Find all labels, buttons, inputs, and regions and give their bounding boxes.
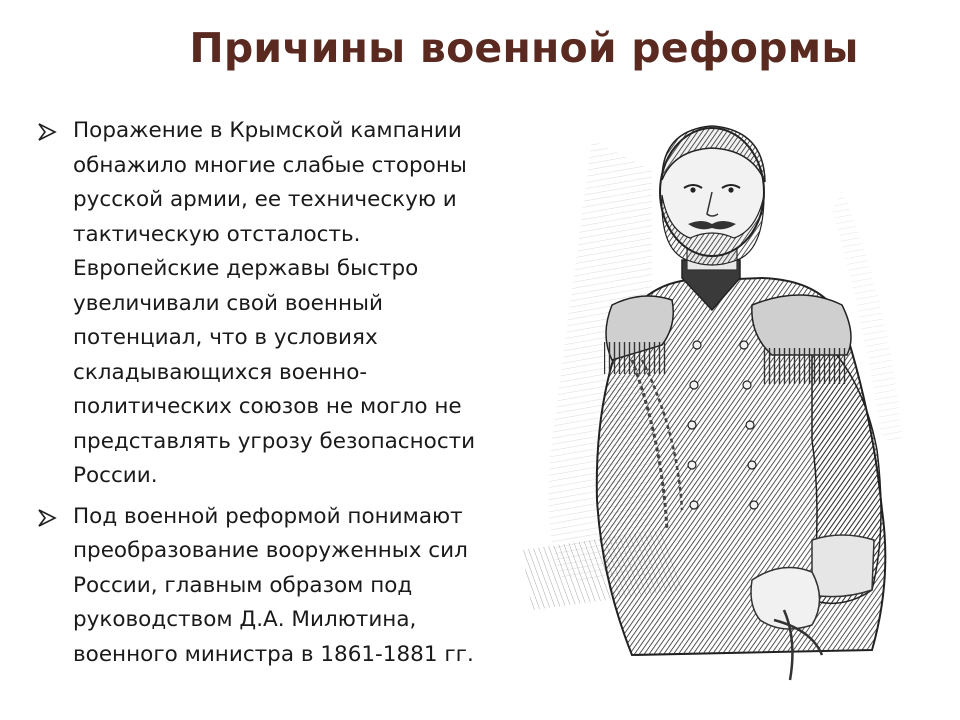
bullet-line: России, главным образом под	[73, 572, 413, 598]
bullet-line: складывающихся военно-	[73, 359, 368, 385]
bullet-list	[34, 114, 509, 672]
bullet-line: преобразование вооруженных сил	[73, 538, 468, 563]
bullet-item	[34, 114, 509, 494]
bullet-line: представлять угрозу безопасности	[73, 428, 476, 454]
slide-title: Причины военной реформы	[189, 24, 859, 72]
bullet-line: руководством Д.А. Милютина,	[73, 607, 417, 632]
bullet-line: потенциал, что в условиях	[73, 325, 378, 350]
bullet-line: тактическую отсталость.	[73, 221, 361, 247]
bullet-line: увеличивали свой военный	[73, 290, 383, 316]
bullet-line: военного министра в 1861-1881 гг.	[73, 641, 474, 667]
bullet-line: Поражение в Крымской кампании	[73, 118, 462, 143]
bullet-line: России.	[73, 463, 158, 488]
bullet-line: обнажило многие слабые стороны	[73, 152, 467, 178]
arrowhead-bullet-icon	[36, 122, 58, 142]
bullet-line: русской армии, ее техническую и	[73, 187, 457, 212]
arrowhead-bullet-icon	[36, 508, 58, 528]
bullet-line: политических союзов не могло не	[73, 394, 462, 419]
bullet-item	[34, 500, 509, 673]
officer-portrait-engraving	[512, 110, 922, 700]
bullet-line: Под военной реформой понимают	[73, 503, 463, 529]
bullet-line: Европейские державы быстро	[73, 256, 419, 281]
